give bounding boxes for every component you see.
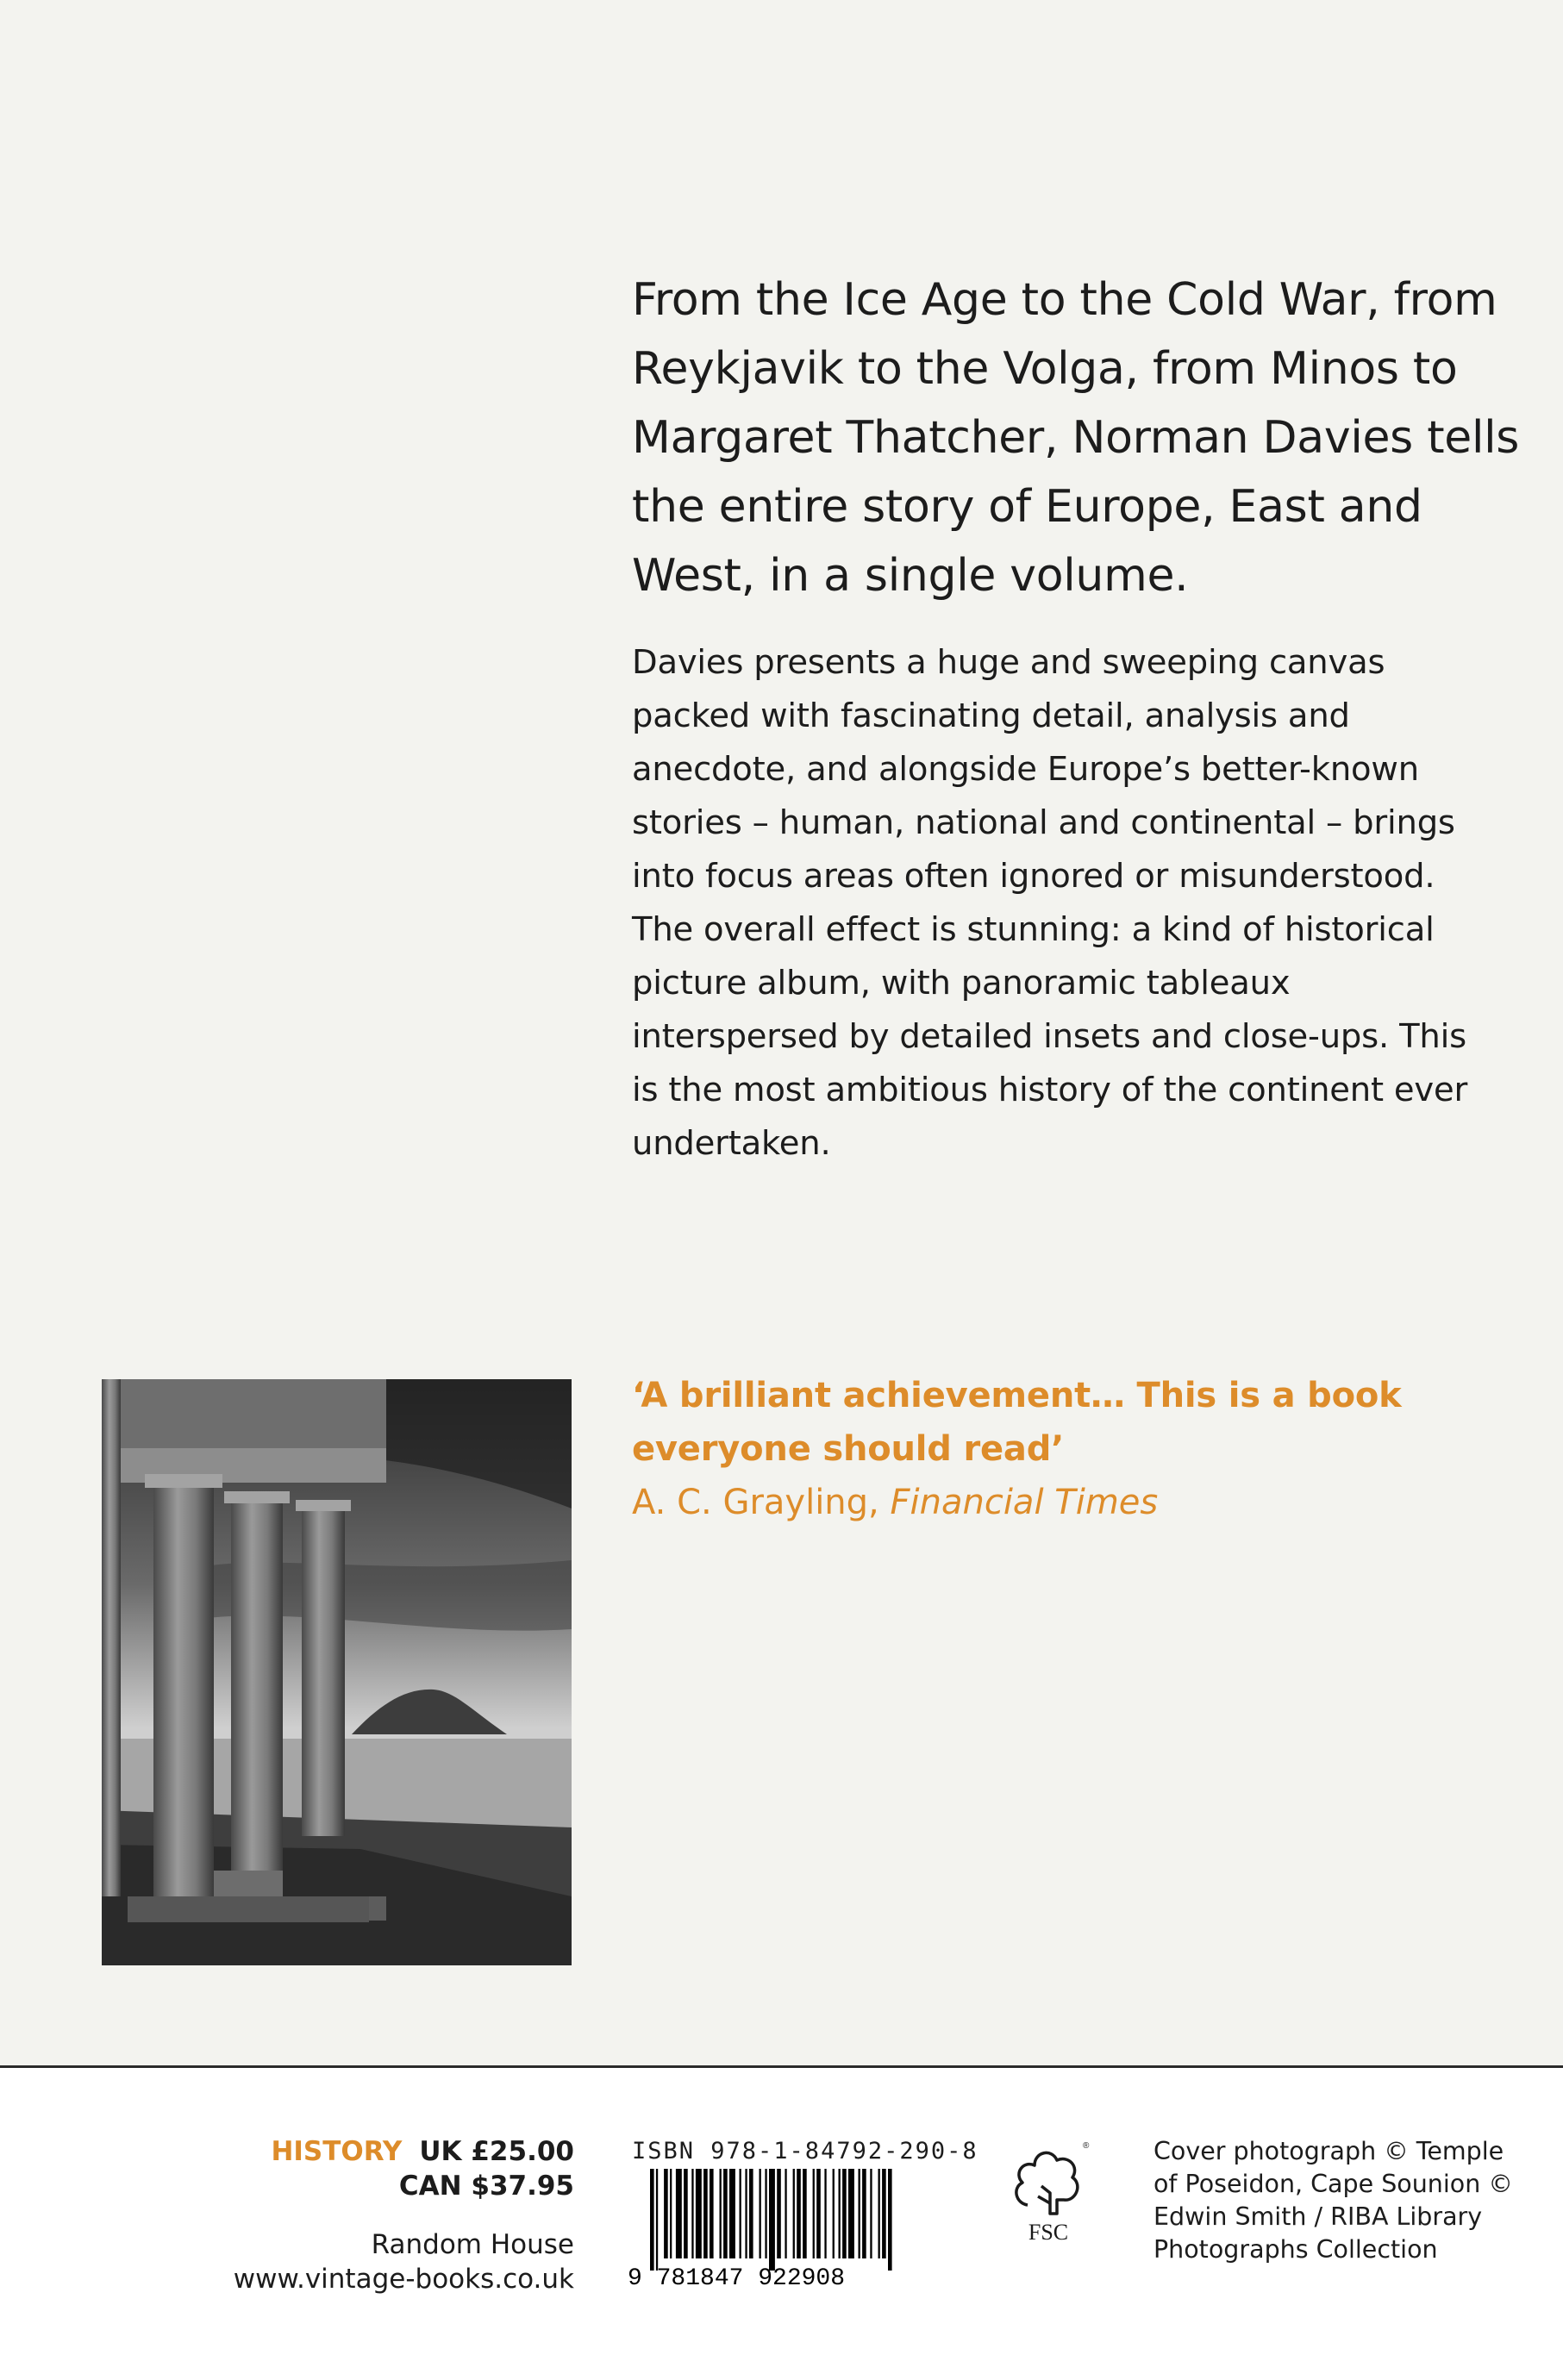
cover-credit: Cover photograph © Temple of Poseidon, Cape Sounion © Edwin Smith / RIBA Library Photographs Collection xyxy=(1153,2137,1513,2264)
tree-icon xyxy=(1016,2152,1078,2214)
fsc-logo xyxy=(1007,2136,1090,2246)
description-paragraph: Davies presents a huge and sweeping canvas packed with fascinating detail, analysis and anecdote, and alongside Europe’s better-known stories – human, national and continental – brings into focus areas often ignored or misunderstood. The overall effect is stunning: a kind of historical picture album, with panoramic tableaux interspersed by detailed insets and close-ups. This is the most ambitious history of the continent ever undertaken. xyxy=(632,643,1468,1163)
intro-paragraph: From the Ice Age to the Cold War, from Reykjavik to the Volga, from Minos to Margaret Thatcher, Norman Davies tells the entire story of Europe, East and West, in a single volume. xyxy=(632,274,1520,602)
barcode-bar xyxy=(833,2169,835,2258)
barcode-bar xyxy=(676,2169,682,2258)
isbn-label: ISBN 978-1-84792-290-8 xyxy=(632,2138,978,2164)
barcode-bar xyxy=(862,2169,866,2258)
barcode-bar xyxy=(878,2169,880,2258)
barcode-bar xyxy=(870,2169,872,2258)
publisher-website: www.vintage-books.co.uk xyxy=(233,2264,574,2295)
publisher-block xyxy=(234,2227,574,2296)
barcode-digits: 9 781847 922908 xyxy=(628,2265,846,2289)
barcode-bar xyxy=(703,2169,708,2258)
cover-photo-temple xyxy=(102,1379,572,1965)
barcode-bar xyxy=(785,2169,786,2258)
price-block xyxy=(271,2134,574,2203)
review-author: A. C. Grayling, xyxy=(632,1483,891,1522)
barcode-bar xyxy=(769,2169,775,2271)
barcode-bar xyxy=(882,2169,886,2258)
barcode-bar xyxy=(684,2169,688,2258)
barcode-bar xyxy=(797,2169,801,2258)
genre-label: HISTORY xyxy=(271,2136,403,2167)
barcode-bar xyxy=(664,2169,668,2258)
barcode-bar xyxy=(888,2169,892,2271)
barcode-bar xyxy=(745,2169,747,2258)
barcode-bar xyxy=(729,2169,735,2258)
review-quote: ‘A brilliant achievement… This is a book everyone should read’ xyxy=(632,1376,1402,1469)
barcode-bar xyxy=(859,2169,860,2258)
price-can: CAN $37.95 xyxy=(398,2171,574,2202)
barcode-bar xyxy=(710,2169,714,2258)
review-attribution xyxy=(632,1476,1158,1529)
barcode xyxy=(628,2169,964,2289)
barcode-bar xyxy=(842,2169,847,2258)
barcode-bar xyxy=(691,2169,693,2258)
barcode-bar xyxy=(765,2169,766,2258)
publisher-name: Random House xyxy=(371,2229,574,2260)
barcode-bars xyxy=(650,2169,892,2271)
barcode-bar xyxy=(839,2169,841,2258)
barcode-bar xyxy=(824,2169,826,2258)
barcode-bar xyxy=(760,2169,761,2258)
barcode-bar xyxy=(650,2169,654,2271)
price-uk: UK £25.00 xyxy=(419,2136,574,2167)
fsc-label: FSC xyxy=(1028,2220,1069,2245)
barcode-bar xyxy=(723,2169,728,2258)
review-source: Financial Times xyxy=(890,1483,1159,1522)
barcode-bar xyxy=(670,2169,672,2258)
barcode-bar xyxy=(793,2169,795,2258)
barcode-bar xyxy=(816,2169,821,2258)
barcode-bar xyxy=(848,2169,854,2258)
barcode-bar xyxy=(803,2169,807,2258)
barcode-bar xyxy=(813,2169,815,2258)
barcode-bar xyxy=(696,2169,702,2258)
barcode-bar xyxy=(656,2169,658,2271)
fsc-registered-mark: ® xyxy=(1083,2141,1090,2151)
barcode-bar xyxy=(749,2169,753,2258)
barcode-bar xyxy=(720,2169,722,2258)
barcode-bar xyxy=(777,2169,781,2258)
barcode-bar xyxy=(740,2169,741,2258)
